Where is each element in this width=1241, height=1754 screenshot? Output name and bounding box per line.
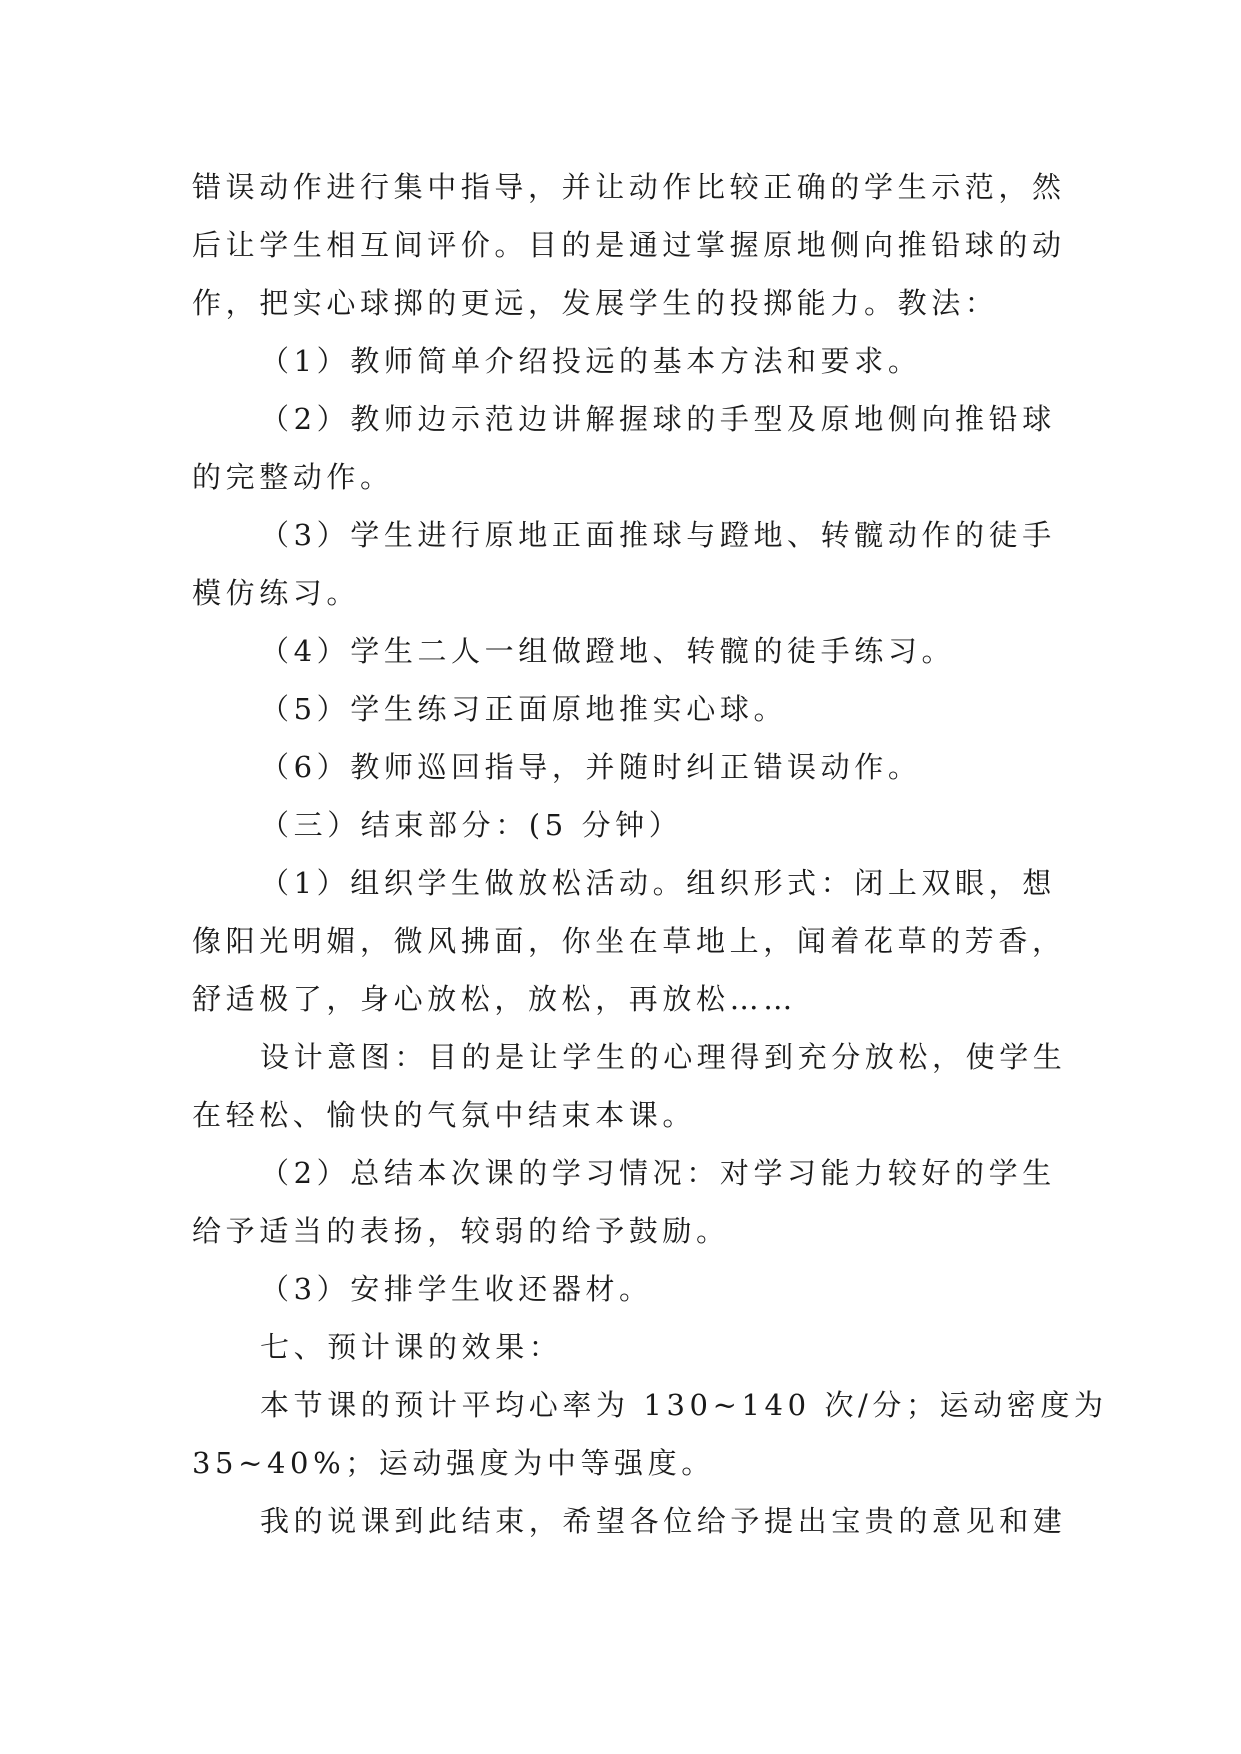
section-heading: （三）结束部分：(5 分钟） bbox=[260, 808, 683, 842]
text-line: （2）教师边示范边讲解握球的手型及原地侧向推铅球 bbox=[260, 402, 1056, 436]
text-line: 后让学生相互间评价。目的是通过掌握原地侧向推铅球的动 bbox=[192, 228, 1066, 262]
text-line: （1）教师简单介绍投远的基本方法和要求。 bbox=[260, 344, 922, 378]
text-line: （3）学生进行原地正面推球与蹬地、转髋动作的徒手 bbox=[260, 518, 1056, 552]
text-line: 像阳光明媚，微风拂面，你坐在草地上，闻着花草的芳香， bbox=[192, 924, 1066, 958]
section-heading: 七、预计课的效果： bbox=[260, 1330, 563, 1364]
text-line: （6）教师巡回指导，并随时纠正错误动作。 bbox=[260, 750, 922, 784]
text-line: 舒适极了，身心放松，放松，再放松…… bbox=[192, 982, 797, 1016]
text-line: 在轻松、愉快的气氛中结束本课。 bbox=[192, 1098, 697, 1132]
text-line: 的完整动作。 bbox=[192, 460, 394, 494]
text-line: 作，把实心球掷的更远，发展学生的投掷能力。教法： bbox=[192, 286, 999, 320]
text-line: 本节课的预计平均心率为 130~140 次/分；运动密度为 bbox=[260, 1388, 1108, 1422]
text-line: （5）学生练习正面原地推实心球。 bbox=[260, 692, 788, 726]
text-line: （3）安排学生收还器材。 bbox=[260, 1272, 653, 1306]
text-line: 我的说课到此结束，希望各位给予提出宝贵的意见和建 bbox=[260, 1504, 1067, 1538]
text-line: 设计意图：目的是让学生的心理得到充分放松，使学生 bbox=[260, 1040, 1067, 1074]
text-line: （4）学生二人一组做蹬地、转髋的徒手练习。 bbox=[260, 634, 956, 668]
text-line: 给予适当的表扬，较弱的给予鼓励。 bbox=[192, 1214, 730, 1248]
text-line: 错误动作进行集中指导，并让动作比较正确的学生示范，然 bbox=[192, 170, 1066, 204]
text-line: （2）总结本次课的学习情况：对学习能力较好的学生 bbox=[260, 1156, 1056, 1190]
text-line: （1）组织学生做放松活动。组织形式：闭上双眼，想 bbox=[260, 866, 1056, 900]
document-body bbox=[192, 158, 1108, 1550]
text-line: 35~40%；运动强度为中等强度。 bbox=[192, 1446, 715, 1480]
text-line: 模仿练习。 bbox=[192, 576, 361, 610]
